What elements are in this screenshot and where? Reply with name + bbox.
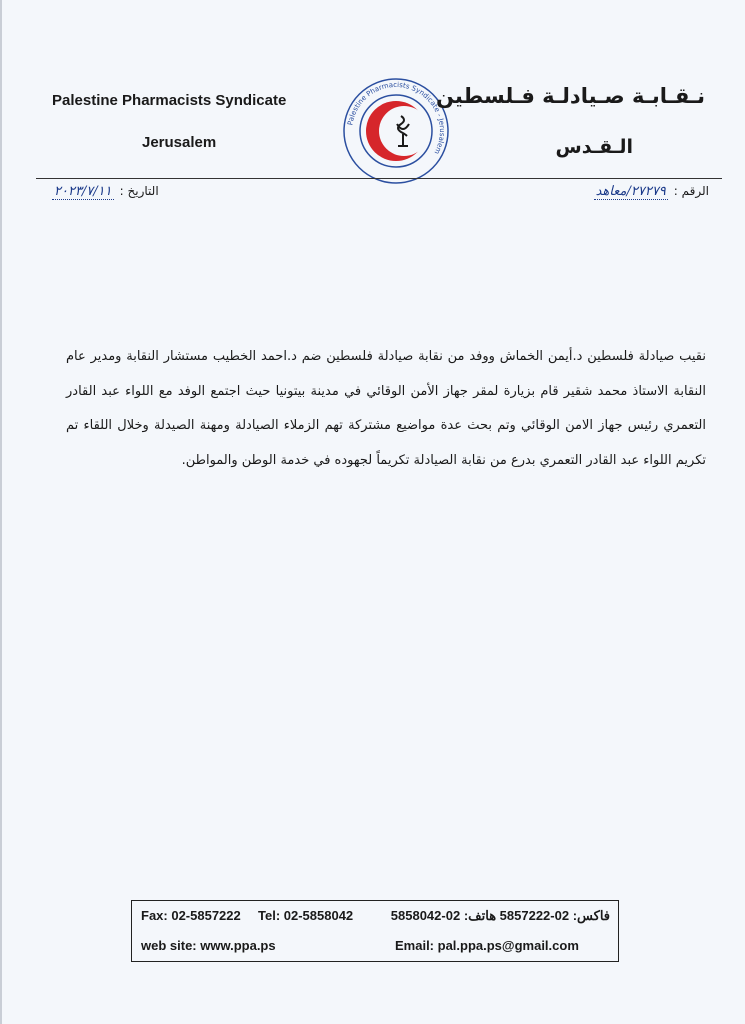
crescent-cut [379,106,429,156]
reference-value: ٢٧٢٧٩/معاهد [595,184,666,199]
letter-date [52,184,159,200]
header-divider [36,178,722,179]
english-syndicate-name: Palestine Pharmacists Syndicate [52,92,287,109]
scan-edge [0,0,2,1024]
fax-english: Fax: 02-5857222 [141,908,241,923]
seal-ring-text: Palestine Pharmacists Syndicate - Jerusalem [346,80,447,156]
contacts-arabic: فاكس: 02-5857222 هاتف: 02-5858042 [390,908,610,923]
arabic-city: الـقـدس [555,136,633,158]
reference-number [594,184,709,200]
contact-footer [131,900,619,962]
reference-label: الرقم : [673,184,709,198]
letter-body: نقيب صيادلة فلسطين د.أيمن الخماش ووفد من نقابة صيادلة فلسطين ضم د.احمد الخطيب مستشار النقابة ومدير عام النقابة الاستاذ محمد شقير قام بزيارة لمقر جهاز الأمن الوقائي في مدينة بيتونيا حيث اجتمع الوفد مع اللواء عبد القادر التعمري رئيس جهاز الامن الوقائي وتم بحث عدة مواضيع مشتركة تهم الزملاء الصيادلة ومهنة الصيدلة وخلال اللقاء تم تكريم اللواء عبد القادر التعمري بدرع من نقابة الصيادلة تكريماً لجهوده في خدمة الوطن والمواطن. [66,349,706,468]
date-value: ٢٠٢٣/٧/١١ [54,184,112,199]
website-link[interactable]: web site: www.ppa.ps [141,938,276,953]
english-city: Jerusalem [142,134,217,151]
email-link[interactable]: Email: pal.ppa.ps@gmail.com [395,938,579,953]
arabic-syndicate-name: نـقـابـة صـيادلـة فـلسطين [436,84,705,108]
syndicate-seal-logo [341,76,451,186]
tel-english: Tel: 02-5858042 [258,908,354,923]
date-label: التاريخ : [119,184,159,198]
